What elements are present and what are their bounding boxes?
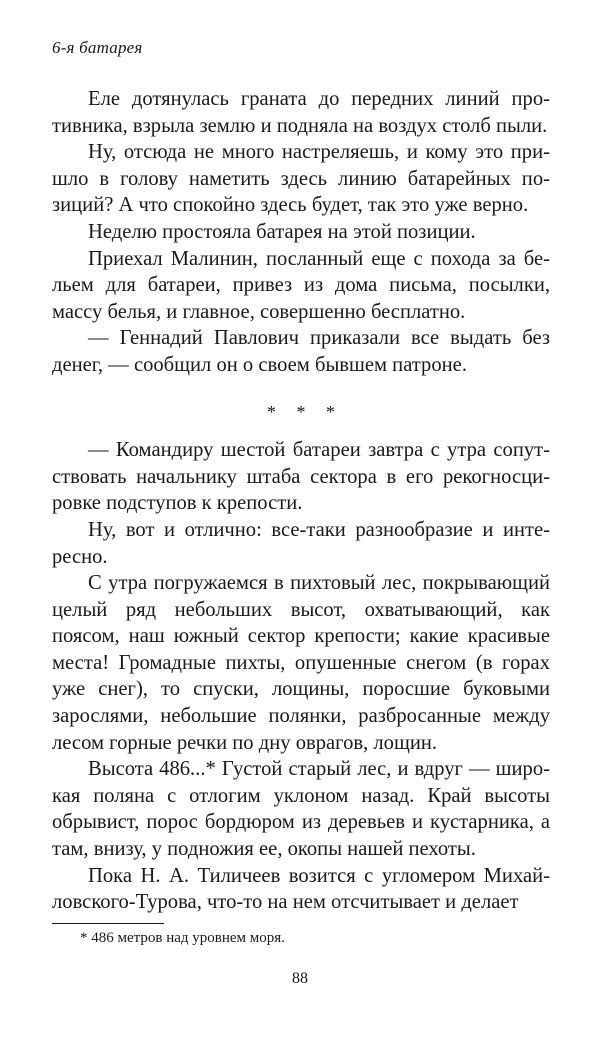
running-head: 6-я батарея: [52, 38, 143, 57]
footnote: * 486 метров над уровнем моря.: [80, 930, 285, 946]
paragraph: Неделю простояла батарея на этой позиции.: [88, 220, 476, 243]
paragraph: Ну, вот и отлично: все-таки разнообразие и интересно.: [52, 518, 550, 568]
paragraph: Пока Н. А. Тиличеев возится с угломером Михайловского-Турова, что-то на нем отсчитывает и делает: [52, 864, 550, 914]
paragraph: — Командиру шестой батареи завтра с утра сопутствовать начальнику штаба сектора в его рекогносцировке подступов к крепости.: [52, 439, 550, 515]
section-separator: * * *: [267, 401, 343, 422]
main-text: [52, 86, 550, 916]
paragraph: Высота 486...* Густой старый лес, и вдруг — широкая поляна с отлогим уклоном назад. Край высоты обрывист, порос бордюром из деревьев и кустарника, а там, внизу, у подножия ее, окопы нашей пехоты.: [52, 758, 550, 861]
page-number: 88: [292, 970, 308, 987]
paragraph: Приехал Малинин, посланный еще с похода за бельем для батареи, привез из дома письма, посылки, массу белья, и главное, совершенно бесплатно.: [52, 247, 550, 323]
paragraph: Ну, отсюда не много настреляешь, и кому это пришло в голову наметить здесь линию батарейных позиций? А что спокойно здесь будет, так это уже верно.: [52, 141, 550, 217]
footnote-rule: [52, 923, 164, 924]
paragraph: С утра погружаемся в пихтовый лес, покрывающий целый ряд небольших высот, охватывающий, как поясом, наш южный сектор крепости; какие красивые места! Громадные пихты, опушенные снегом (в горах уже снег), то спуски, лощины, поросшие буковыми зарослями, небольшие полянки, разбросанные между лесом горные речки по дну оврагов, лощин.: [52, 572, 550, 754]
paragraph: Еле дотянулась граната до передних линий противника, взрыла землю и подняла на воздух столб пыли.: [52, 88, 550, 137]
paragraph: — Геннадий Павлович приказали все выдать без денег, — сообщил он о своем бывшем патроне.: [52, 327, 550, 376]
